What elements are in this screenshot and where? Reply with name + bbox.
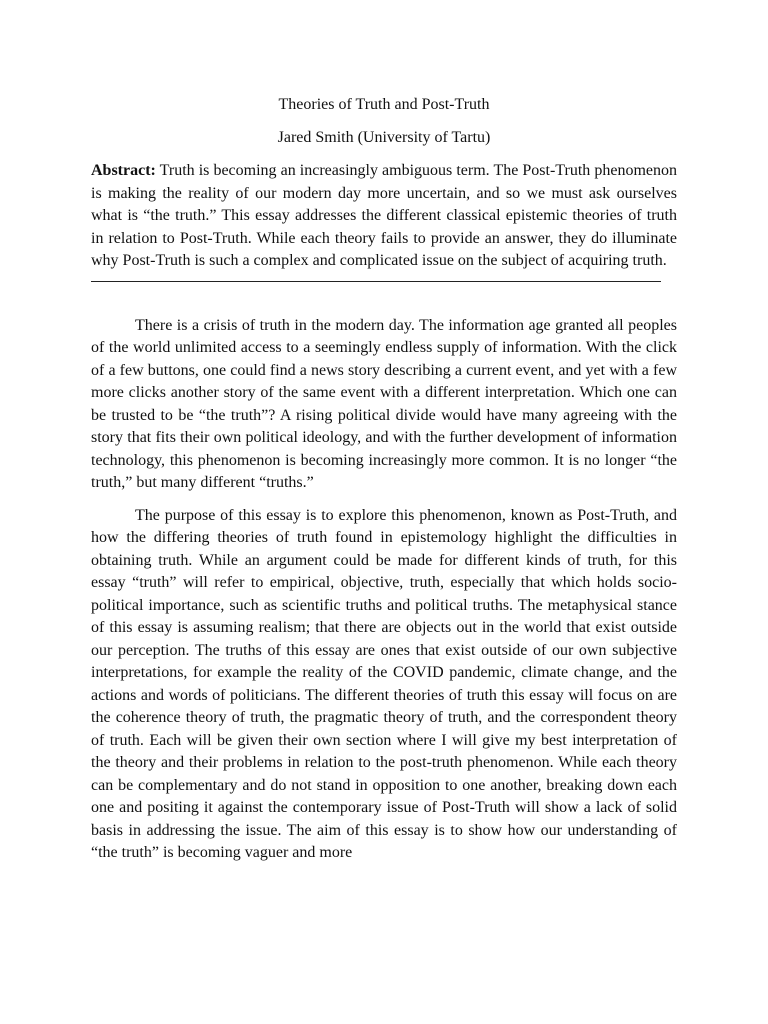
abstract	[91, 160, 677, 273]
body-paragraph-1: There is a crisis of truth in the modern day. The information age granted all peoples of the world unlimited access to a seemingly endless supply of information. With the click of a few buttons, one could find a news story describing a current event, and yet with a few more clicks another story of the same event with a different interpretation. Which one can be trusted to be “the truth”? A rising political divide would have many agreeing with the story that fits their own political ideology, and with the further development of information technology, this phenomenon is becoming increasingly more common. It is no longer “the truth,” but many different “truths.”	[91, 316, 677, 491]
abstract-divider	[91, 281, 661, 282]
abstract-text: Truth is becoming an increasingly ambiguous term. The Post-Truth phenomenon is making the reality of our modern day more uncertain, and so we must ask ourselves what is “the truth.” This essay addresses the different classical epistemic theories of truth in relation to Post-Truth. While each theory fails to provide an answer, they do illuminate why Post-Truth is such a complex and complicated issue on the subject of acquiring truth.	[91, 162, 677, 269]
body-paragraph-2: The purpose of this essay is to explore this phenomenon, known as Post-Truth, and how the differing theories of truth found in epistemology highlight the difficulties in obtaining truth. While an argument could be made for different kinds of truth, for this essay “truth” will refer to empirical, objective, truth, especially that which holds socio-political importance, such as scientific truths and political truths. The metaphysical stance of this essay is assuming realism; that there are objects out in the world that exist outside our perception. The truths of this essay are ones that exist outside of our own subjective interpretations, for example the reality of the COVID pandemic, climate change, and the actions and words of politicians. The different theories of truth this essay will focus on are the coherence theory of truth, the pragmatic theory of truth, and the correspondent theory of truth. Each will be given their own section where I will give my best interpretation of the theory and their problems in relation to the post-truth phenomenon. While each theory can be complementary and do not stand in opposition to one another, breaking down each one and positing it against the contemporary issue of Post-Truth will show a lack of solid basis in addressing the issue. The aim of this essay is to show how our understanding of “the truth” is becoming vaguer and more	[91, 506, 677, 861]
document-title: Theories of Truth and Post-Truth	[278, 96, 490, 113]
abstract-label: Abstract:	[91, 162, 156, 179]
document-author: Jared Smith (University of Tartu)	[277, 128, 491, 146]
document-page	[91, 94, 677, 875]
